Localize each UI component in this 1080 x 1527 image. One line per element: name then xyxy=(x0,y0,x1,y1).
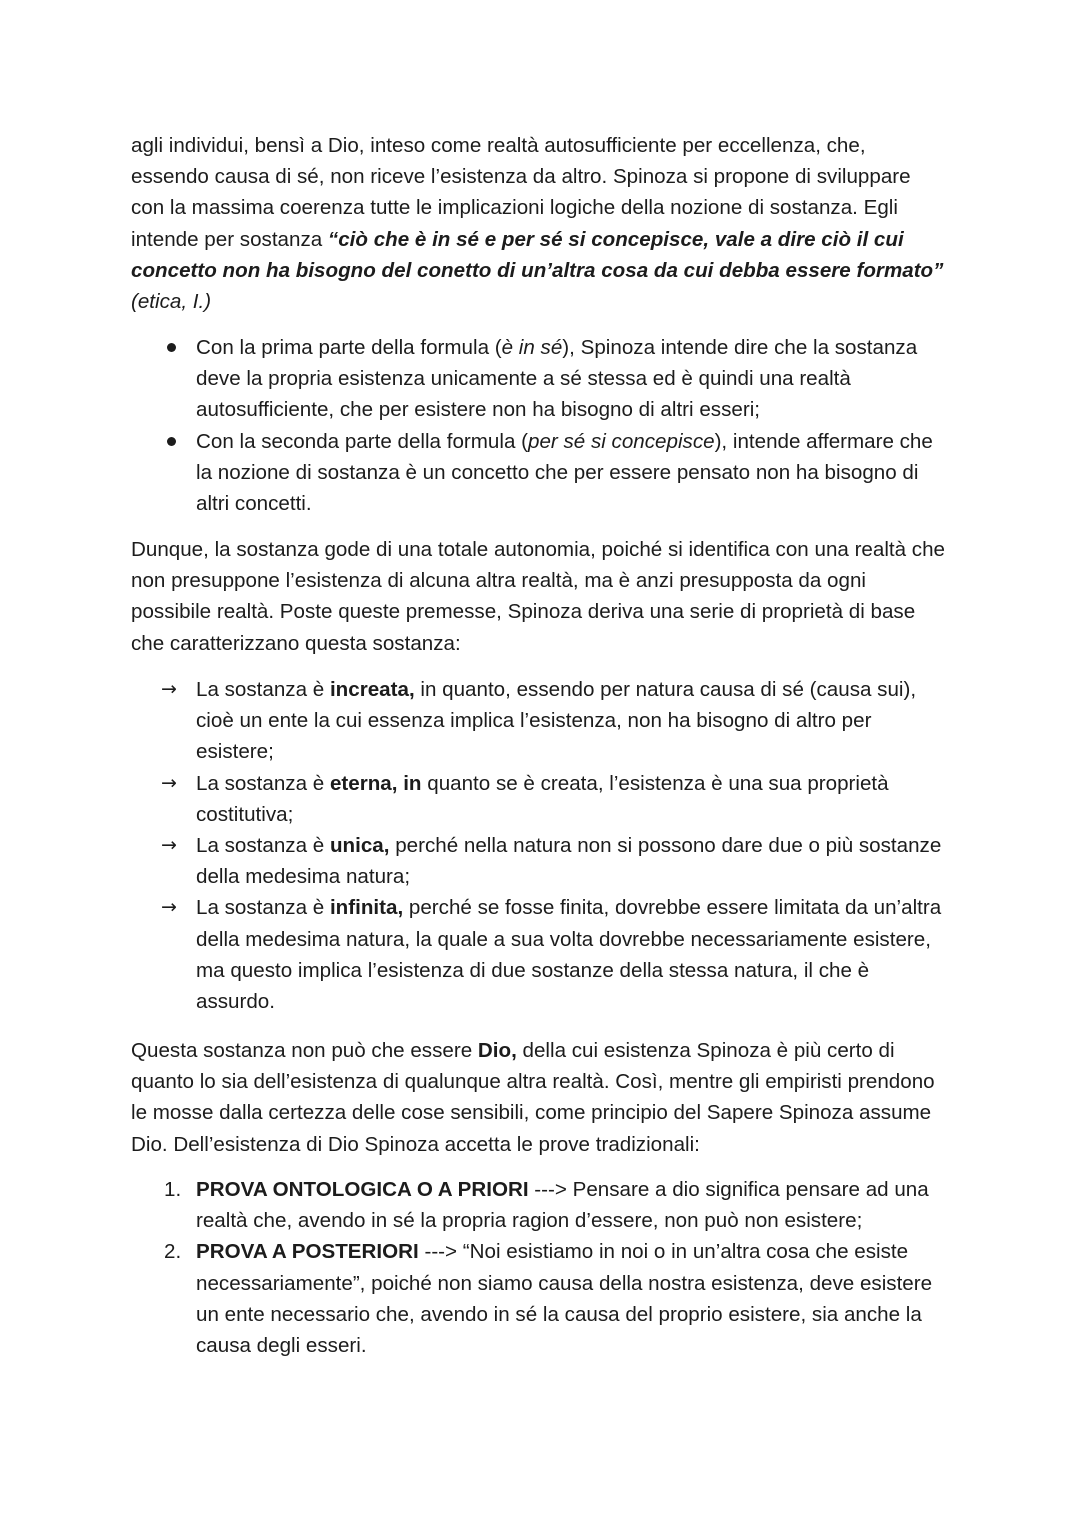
list-item: Con la prima parte della formula (è in sé), Spinoza intende dire che la sostanza deve la propria esistenza unicamente a sé stessa ed è quindi una realtà autosufficiente, che per esistere non ha bisogno di altri esseri; xyxy=(131,332,949,426)
autonomy-paragraph: Dunque, la sostanza gode di una totale autonomia, poiché si identifica con una realtà che non presuppone l’esistenza di alcuna altra realtà, ma è anzi presupposta da ogni possibile realtà. Poste queste premesse, Spinoza deriva una serie di proprietà di base che caratterizzano questa sostanza: xyxy=(131,538,946,655)
list-item: → La sostanza è infinita, perché se fosse finita, dovrebbe essere limitata da un’altra della medesima natura, la quale a sua volta dovrebbe necessariamente esistere, ma questo implica l’esistenza di due sostanze della stessa natura, il che è assurdo. xyxy=(131,892,949,1017)
list-number: 2. xyxy=(164,1240,182,1264)
arrow-right-icon: → xyxy=(161,771,177,794)
list-item: Con la seconda parte della formula (per sé si concepisce), intende affermare che la nozione di sostanza è un concetto che per essere pensato non ha bisogno di altri concetti. xyxy=(131,426,949,520)
list-item: → La sostanza è increata, in quanto, essendo per natura causa di sé (causa sui), cioè un ente la cui essenza implica l’esistenza, non ha bisogno di altro per esistere; xyxy=(131,674,949,768)
proofs-list xyxy=(131,1174,949,1361)
formula-points-list xyxy=(131,332,949,519)
list-item: 1. PROVA ONTOLOGICA O A PRIORI ---> Pensare a dio significa pensare ad una realtà che, avendo in sé la propria ragion d’essere, non può non esistere; xyxy=(131,1174,949,1236)
bullet-icon xyxy=(167,437,176,446)
god-paragraph: Questa sostanza non può che essere Dio, della cui esistenza Spinoza è più certo di quanto lo sia dell’esistenza di qualunque altra realtà. Così, mentre gli empiristi prendono le mosse dalla certezza delle cose sensibili, come principio del Sapere Spinoza assume Dio. Dell’esistenza di Dio Spinoza accetta le prove tradizionali: xyxy=(131,1039,935,1156)
list-number: 1. xyxy=(164,1178,182,1201)
citation: (etica, I.) xyxy=(131,290,212,314)
list-item: 2. PROVA A POSTERIORI ---> “Noi esistiamo in noi o in un’altra cosa che esiste necessariamente”, poiché non siamo causa della nostra esistenza, deve esistere un ente necessario che, avendo in sé la causa del proprio esistere, sia anche la causa degli esseri. xyxy=(131,1236,949,1361)
intro-paragraph xyxy=(131,130,949,317)
arrow-right-icon: → xyxy=(161,834,177,857)
bullet-icon xyxy=(167,343,176,352)
arrow-right-icon: → xyxy=(161,678,177,700)
substance-definition-quote: “ciò che è in sé e per sé si concepisce, vale a dire ciò il cui concetto non ha bisogno del conetto di un’altra cosa da cui debba essere formato” xyxy=(131,227,944,282)
list-item: → La sostanza è unica, perché nella natura non si possono dare due o più sostanze della medesima natura; xyxy=(131,830,949,892)
list-item: → La sostanza è eterna, in quanto se è creata, l’esistenza è una sua proprietà costitutiva; xyxy=(131,768,949,830)
intro-text: agli individui, bensì a Dio, inteso come realtà autosufficiente per eccellenza, che, essendo causa di sé, non riceve l’esistenza da altro. Spinoza si propone di sviluppare con la massima coerenza tutte le implicazioni logiche della nozione di sostanza. Egli intende per sostanza xyxy=(131,134,911,251)
properties-list xyxy=(131,674,949,1017)
arrow-right-icon: → xyxy=(161,896,177,919)
